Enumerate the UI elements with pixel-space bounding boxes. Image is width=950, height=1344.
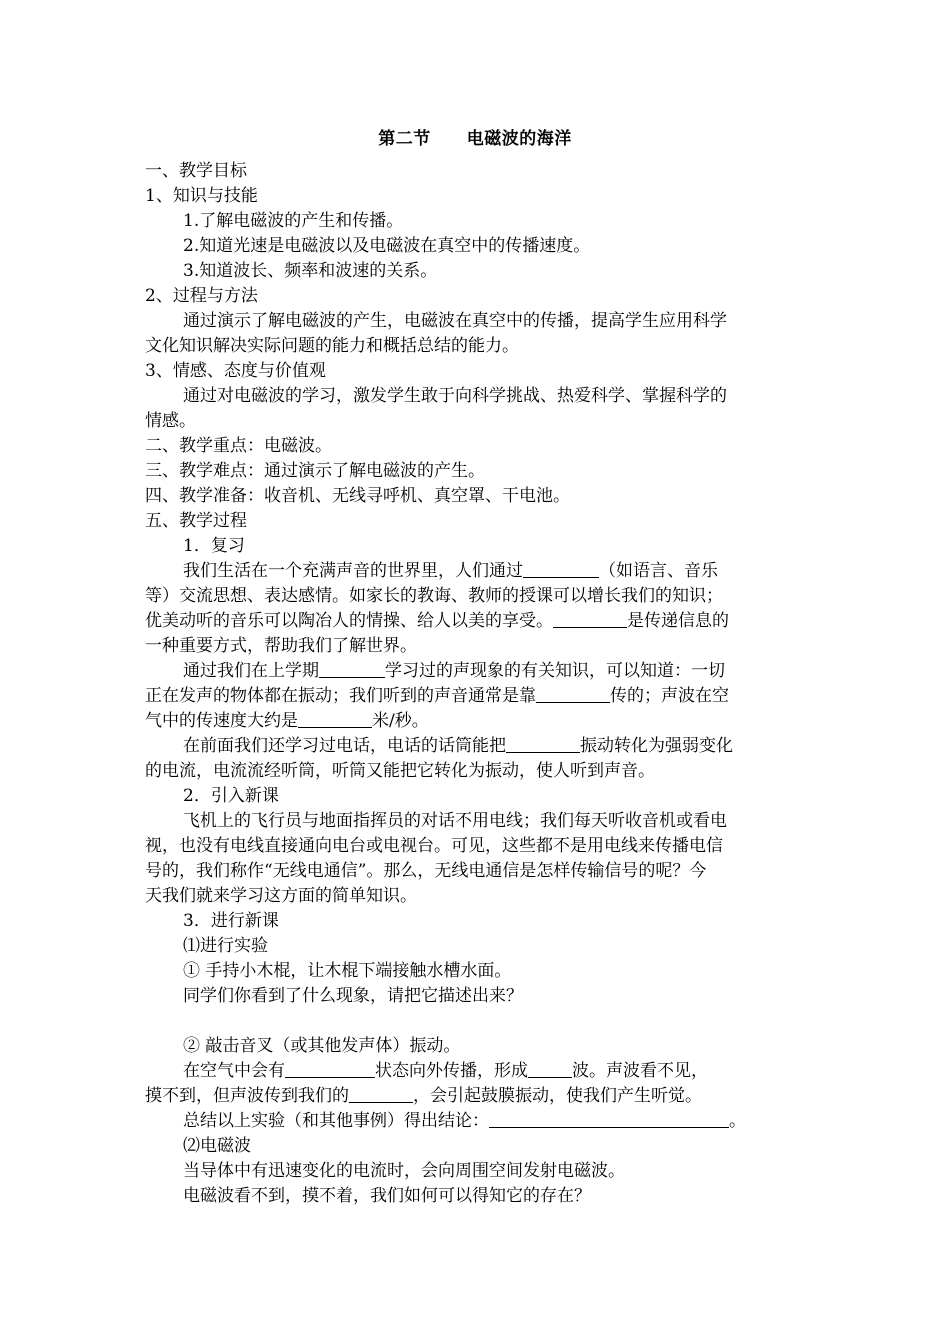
- paragraph-line: [145, 1109, 805, 1134]
- paragraph-line: [145, 559, 805, 584]
- goal-item-1: 1.了解电磁波的产生和传播。: [183, 211, 404, 231]
- text-run: 优美动听的音乐可以陶冶人的情操、给人以美的享受。: [145, 611, 553, 631]
- heading-teaching-process: 五、教学过程: [145, 511, 247, 531]
- text-run: 。: [729, 1111, 746, 1131]
- paragraph-line: 当导体中有迅速变化的电流时，会向周围空间发射电磁波。: [183, 1161, 625, 1181]
- fill-blank: [506, 735, 580, 753]
- subheading-knowledge-skills: 1、知识与技能: [145, 186, 258, 206]
- text-run: 我们生活在一个充满声音的世界里，人们通过: [183, 561, 523, 581]
- fill-blank: [319, 660, 385, 678]
- text-run: 振动转化为强弱变化: [580, 736, 733, 756]
- fill-blank: [528, 1060, 572, 1078]
- text-run: 总结以上实验（和其他事例）得出结论：: [183, 1111, 489, 1131]
- section-number: 第二节: [378, 129, 431, 149]
- text-run: 摸不到，但声波传到我们的: [145, 1086, 349, 1106]
- fill-blank: [553, 610, 627, 628]
- paragraph-line: [145, 1059, 805, 1084]
- question-line: 同学们你看到了什么现象，请把它描述出来？: [183, 986, 523, 1006]
- text-run: ，会引起鼓膜振动，使我们产生听觉。: [413, 1086, 702, 1106]
- subsection-experiment: ⑴进行实验: [183, 936, 268, 956]
- paragraph-line: [145, 684, 805, 709]
- goal-item-2: 2.知道光速是电磁波以及电磁波在真空中的传播速度。: [183, 236, 591, 256]
- text-run: 米/秒。: [372, 711, 429, 731]
- page-title: [0, 124, 950, 149]
- subheading-emotion-values: 3、情感、态度与价值观: [145, 361, 326, 381]
- fill-blank: [489, 1110, 729, 1128]
- text-run: （如语言、音乐: [599, 561, 718, 581]
- fill-blank: [349, 1085, 413, 1103]
- paragraph-line: 通过演示了解电磁波的产生，电磁波在真空中的传播，提高学生应用科学: [183, 311, 727, 331]
- paragraph-line: 天我们就来学习这方面的简单知识。: [145, 886, 417, 906]
- paragraph-line: 通过对电磁波的学习，激发学生敢于向科学挑战、热爱科学、掌握科学的: [183, 386, 727, 406]
- experiment-item-2: ② 敲击音叉（或其他发声体）振动。: [183, 1036, 461, 1056]
- text-run: 波。声波看不见，: [572, 1061, 708, 1081]
- heading-teaching-goals: 一、教学目标: [145, 161, 247, 181]
- step-new-lesson: 3．进行新课: [183, 911, 279, 931]
- text-run: 学习过的声现象的有关知识，可以知道：一切: [385, 661, 725, 681]
- goal-item-3: 3.知道波长、频率和波速的关系。: [183, 261, 438, 281]
- text-run: 传的；声波在空: [610, 686, 729, 706]
- text-run: 状态向外传播，形成: [375, 1061, 528, 1081]
- paragraph-line: [145, 709, 805, 734]
- text-run: 在空气中会有: [183, 1061, 285, 1081]
- text-run: 是传递信息的: [627, 611, 729, 631]
- paragraph-line: 情感。: [145, 411, 196, 431]
- document-body: [145, 159, 805, 1209]
- section-title: 电磁波的海洋: [466, 129, 572, 149]
- text-run: 正在发声的物体都在振动；我们听到的声音通常是靠: [145, 686, 536, 706]
- heading-preparation: 四、教学准备：收音机、无线寻呼机、真空罩、干电池。: [145, 486, 570, 506]
- paragraph-line: [145, 1084, 805, 1109]
- paragraph-line: 文化知识解决实际问题的能力和概括总结的能力。: [145, 336, 519, 356]
- fill-blank: [298, 710, 372, 728]
- step-introduce: 2．引入新课: [183, 786, 279, 806]
- text-run: 气中的传速度大约是: [145, 711, 298, 731]
- paragraph-line: 飞机上的飞行员与地面指挥员的对话不用电线；我们每天听收音机或看电: [183, 811, 727, 831]
- paragraph-line: 一种重要方式，帮助我们了解世界。: [145, 636, 417, 656]
- heading-difficulties: 三、教学难点：通过演示了解电磁波的产生。: [145, 461, 485, 481]
- paragraph-line: [145, 659, 805, 684]
- subsection-em-wave: ⑵电磁波: [183, 1136, 251, 1156]
- experiment-item-1: ① 手持小木棍，让木棍下端接触水槽水面。: [183, 961, 512, 981]
- step-review: 1．复习: [183, 536, 245, 556]
- paragraph-line: 的电流，电流流经听筒，听筒又能把它转化为振动，使人听到声音。: [145, 761, 655, 781]
- fill-blank: [536, 685, 610, 703]
- paragraph-line: [145, 609, 805, 634]
- paragraph-line: 号的，我们称作“无线电通信”。那么，无线电通信是怎样传输信号的呢？今: [145, 861, 707, 881]
- paragraph-line: [145, 734, 805, 759]
- paragraph-line: 等）交流思想、表达感情。如家长的教诲、教师的授课可以增长我们的知识；: [145, 586, 723, 606]
- heading-key-points: 二、教学重点：电磁波。: [145, 436, 332, 456]
- subheading-process-method: 2、过程与方法: [145, 286, 258, 306]
- text-run: 通过我们在上学期: [183, 661, 319, 681]
- question-line: 电磁波看不到，摸不着，我们如何可以得知它的存在？: [183, 1186, 591, 1206]
- text-run: 在前面我们还学习过电话，电话的话筒能把: [183, 736, 506, 756]
- fill-blank: [285, 1060, 375, 1078]
- paragraph-line: 视，也没有电线直接通向电台或电视台。可见，这些都不是用电线来传播电信: [145, 836, 723, 856]
- blank-space: [145, 1009, 805, 1034]
- fill-blank: [523, 560, 599, 578]
